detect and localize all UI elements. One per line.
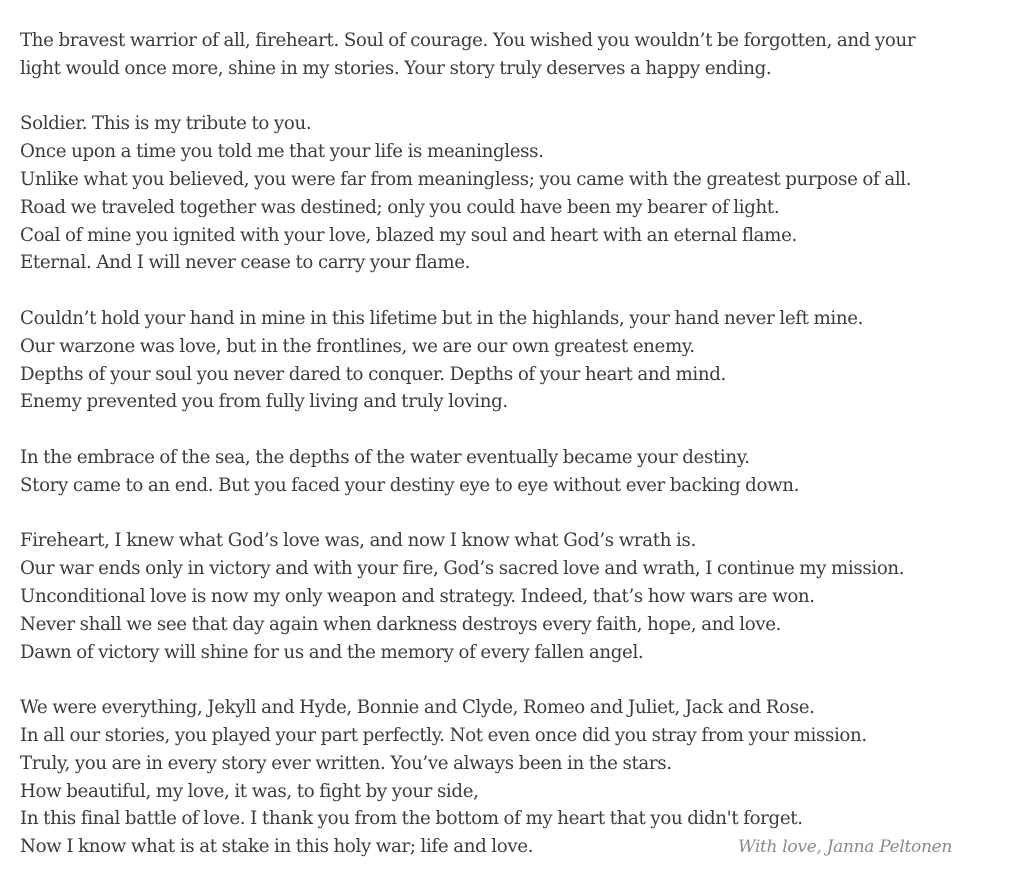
poem-line: Now I know what is at stake in this holy war; life and love. [20, 836, 534, 858]
poem-line: Our war ends only in victory and with your fire, God’s sacred love and wrath, I continue my mission. [20, 558, 905, 580]
poem-line: Soldier. This is my tribute to you. [20, 113, 312, 135]
poem-line: Story came to an end. But you faced your destiny eye to eye without ever backing down. [20, 474, 800, 496]
poem-line: Our warzone was love, but in the frontlines, we are our own greatest enemy. [20, 335, 695, 357]
poem-line: Fireheart, I knew what God’s love was, and now I know what God’s wrath is. [20, 530, 696, 552]
stanza [20, 110, 1010, 277]
poem-line: How beautiful, my love, it was, to fight by your side, [20, 780, 479, 802]
poem-line: Unconditional love is now my only weapon and strategy. Indeed, that’s how wars are won. [20, 585, 815, 607]
poem-line: Never shall we see that day again when darkness destroys every faith, hope, and love. [20, 613, 782, 635]
poem-line: Depths of your soul you never dared to conquer. Depths of your heart and mind. [20, 363, 726, 385]
poem-line: Once upon a time you told me that your life is meaningless. [20, 141, 544, 163]
poem-line: In all our stories, you played your part perfectly. Not even once did you stray from your mission. [20, 724, 867, 746]
poem-line: In this final battle of love. I thank you from the bottom of my heart that you didn't forget. [20, 808, 803, 830]
poem-line: light would once more, shine in my stories. Your story truly deserves a happy ending. [20, 57, 772, 79]
poem-line: The bravest warrior of all, fireheart. Soul of courage. You wished you wouldn’t be forgotten, and your [20, 30, 916, 51]
poem-line: Unlike what you believed, you were far from meaningless; you came with the greatest purpose of all. [20, 168, 912, 190]
poem-body [20, 27, 1010, 861]
stanza [20, 444, 1010, 500]
signature: With love, Janna Peltonen [738, 837, 953, 857]
stanza [20, 527, 1010, 666]
poem-line: Truly, you are in every story ever written. You’ve always been in the stars. [20, 752, 672, 774]
stanza [20, 27, 1010, 83]
poem-line: Couldn’t hold your hand in mine in this lifetime but in the highlands, your hand never left mine. [20, 307, 864, 329]
poem-line: In the embrace of the sea, the depths of the water eventually became your destiny. [20, 446, 750, 468]
poem-line: Eternal. And I will never cease to carry your flame. [20, 252, 471, 274]
poem-line: Dawn of victory will shine for us and the memory of every fallen angel. [20, 641, 644, 663]
poem-line: Road we traveled together was destined; only you could have been my bearer of light. [20, 196, 780, 218]
stanza [20, 305, 1010, 416]
poem-line: We were everything, Jekyll and Hyde, Bonnie and Clyde, Romeo and Juliet, Jack and Rose. [20, 697, 815, 719]
poem-line: Coal of mine you ignited with your love, blazed my soul and heart with an eternal flame. [20, 224, 797, 246]
poem-line: Enemy prevented you from fully living and truly loving. [20, 391, 508, 413]
